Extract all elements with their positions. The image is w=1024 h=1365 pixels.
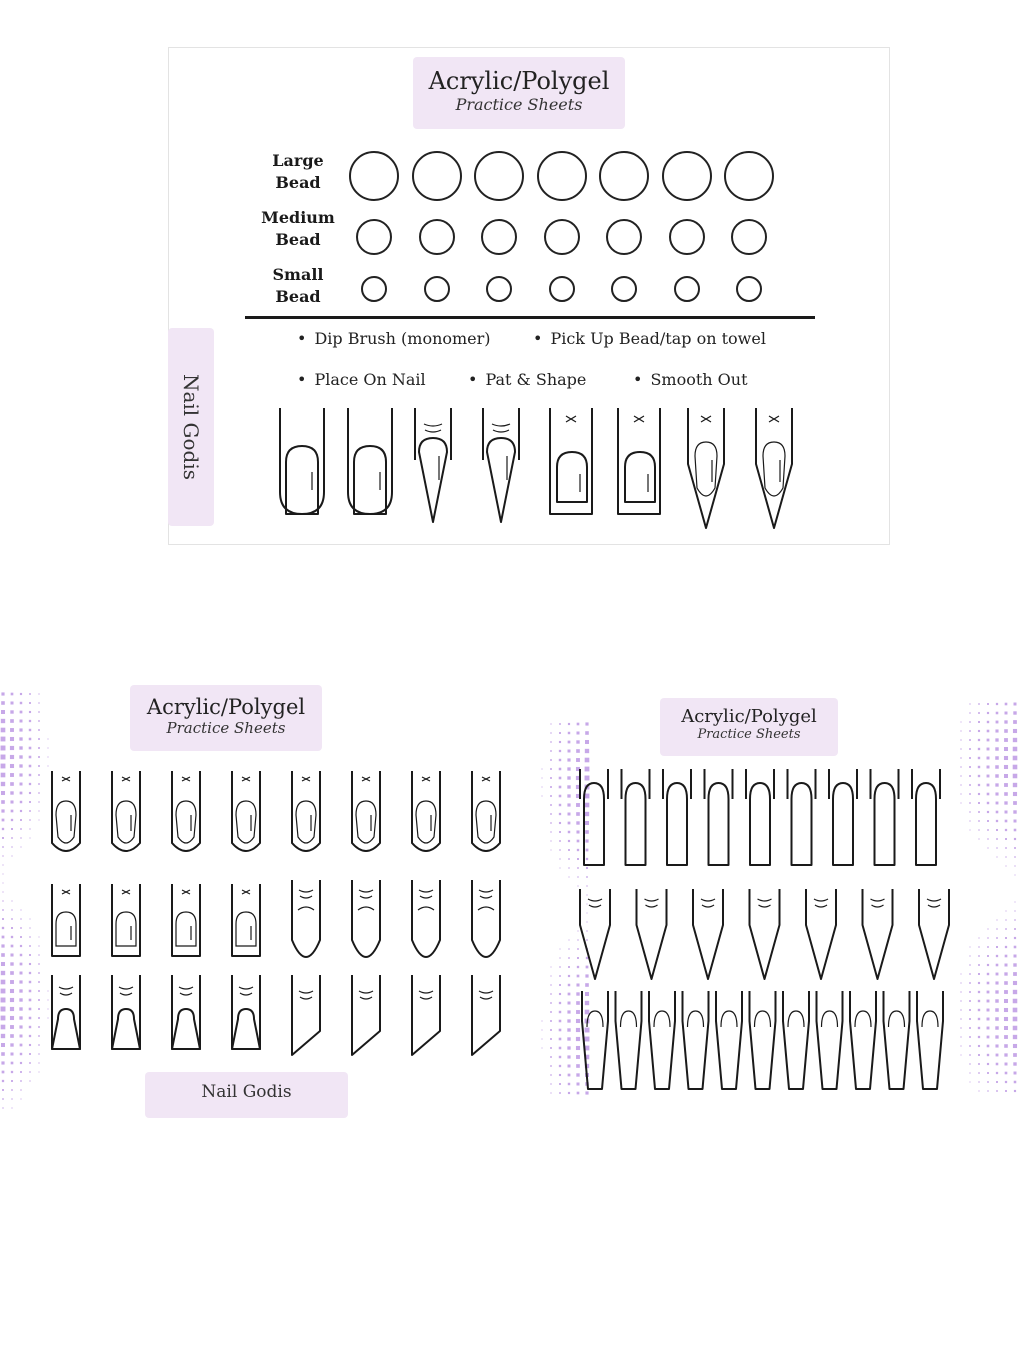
side-brand-text: Nail Godis: [179, 373, 203, 481]
flare-nail: [112, 1009, 140, 1049]
stiletto-nail: [919, 889, 949, 979]
medium-bead-circle: [419, 219, 455, 255]
finger-outline: [172, 975, 200, 1049]
stiletto-nail: [863, 889, 893, 979]
nail-diagrams-top: [260, 400, 820, 535]
natural-nail: [236, 912, 256, 946]
large-bead-label: Large Bead: [272, 151, 324, 192]
small-bead-circle: [486, 276, 512, 302]
natural-nail: [625, 452, 655, 502]
long-square-nail: [709, 783, 729, 865]
square-nail: [286, 446, 318, 514]
coffin-nail: [884, 991, 910, 1089]
natural-nail: [116, 912, 136, 946]
small-bead-circle: [736, 276, 762, 302]
large-bead-circle: [662, 151, 712, 201]
flare-nail: [232, 1009, 260, 1049]
finger-outline: [52, 975, 80, 1049]
natural-nail: [416, 801, 436, 843]
small-bead-label: Small Bead: [272, 265, 324, 306]
medium-bead-circle: [481, 219, 517, 255]
natural-nail: [296, 801, 316, 843]
side-brand-tab: [168, 328, 214, 526]
stiletto-nail: [693, 889, 723, 979]
long-square-nail: [584, 783, 604, 865]
medium-bead-circle: [731, 219, 767, 255]
brand-box: Nail Godis: [145, 1072, 348, 1118]
title-box-top: [413, 57, 625, 129]
square-nail: [354, 446, 386, 514]
coffin-nail: [917, 991, 943, 1089]
coffin-nail: [850, 991, 876, 1089]
natural-nail: [116, 801, 136, 843]
natural-nail: [557, 452, 587, 502]
title-box-bottom-right: [660, 698, 838, 756]
natural-nail: [236, 801, 256, 843]
coffin-nail: [649, 991, 675, 1089]
stiletto-nail: [688, 408, 724, 528]
sheet-subtitle: Practice Sheets: [697, 727, 801, 742]
long-square-nail: [875, 783, 895, 865]
nail-diagrams-bottom-right: [570, 765, 965, 1095]
finger-outline: [112, 975, 140, 1049]
step-item: • Pat & Shape: [468, 370, 586, 389]
title-box-bottom-left: [130, 685, 322, 751]
natural-nail: [476, 801, 496, 843]
small-bead-circle: [424, 276, 450, 302]
coffin-nail: [582, 991, 608, 1089]
natural-nail: [356, 801, 376, 843]
finger-outline: [483, 408, 519, 460]
large-bead-circle: [724, 151, 774, 201]
divider-line: [245, 316, 815, 319]
small-bead-circle: [549, 276, 575, 302]
flare-nail: [172, 1009, 200, 1049]
sheet-subtitle: Practice Sheets: [166, 719, 286, 737]
large-bead-circle: [474, 151, 524, 201]
stiletto-nail: [750, 889, 780, 979]
coffin-nail: [750, 991, 776, 1089]
medium-bead-label: Medium Bead: [261, 208, 335, 249]
medium-bead-circle: [356, 219, 392, 255]
coffin-nail: [716, 991, 742, 1089]
natural-nail: [56, 801, 76, 843]
edge-nail: [292, 975, 320, 1055]
sheet-title: Acrylic/Polygel: [681, 706, 817, 727]
finger-outline: [415, 408, 451, 460]
sheet-title: Acrylic/Polygel: [146, 695, 306, 719]
coffin-nail: [817, 991, 843, 1089]
medium-bead-circle: [544, 219, 580, 255]
large-bead-circle: [599, 151, 649, 201]
coffin-nail: [783, 991, 809, 1089]
stiletto-nail: [419, 438, 447, 522]
edge-nail: [412, 975, 440, 1055]
sheet-subtitle: Practice Sheets: [455, 95, 583, 114]
long-square-nail: [626, 783, 646, 865]
natural-nail: [695, 442, 717, 496]
long-square-nail: [833, 783, 853, 865]
natural-nail: [56, 912, 76, 946]
large-bead-circle: [412, 151, 462, 201]
small-bead-circle: [611, 276, 637, 302]
step-item: • Place On Nail: [297, 370, 426, 389]
long-square-nail: [916, 783, 936, 865]
coffin-nail: [683, 991, 709, 1089]
natural-nail: [176, 912, 196, 946]
medium-bead-circle: [669, 219, 705, 255]
long-square-nail: [667, 783, 687, 865]
nail-diagrams-bottom-left: [40, 765, 520, 1065]
flare-nail: [52, 1009, 80, 1049]
stiletto-nail: [580, 889, 610, 979]
long-square-nail: [792, 783, 812, 865]
edge-nail: [352, 975, 380, 1055]
stiletto-nail: [806, 889, 836, 979]
large-bead-circle: [537, 151, 587, 201]
sheet-title: Acrylic/Polygel: [428, 67, 610, 95]
edge-nail: [472, 975, 500, 1055]
step-item: • Smooth Out: [633, 370, 748, 389]
medium-bead-circle: [606, 219, 642, 255]
natural-nail: [763, 442, 785, 496]
step-item: • Dip Brush (monomer): [297, 329, 491, 348]
stiletto-nail: [756, 408, 792, 528]
finger-outline: [232, 975, 260, 1049]
stiletto-nail: [637, 889, 667, 979]
long-square-nail: [750, 783, 770, 865]
large-bead-circle: [349, 151, 399, 201]
coffin-nail: [616, 991, 642, 1089]
natural-nail: [176, 801, 196, 843]
stiletto-nail: [487, 438, 515, 522]
small-bead-circle: [361, 276, 387, 302]
step-item: • Pick Up Bead/tap on towel: [533, 329, 766, 348]
small-bead-circle: [674, 276, 700, 302]
